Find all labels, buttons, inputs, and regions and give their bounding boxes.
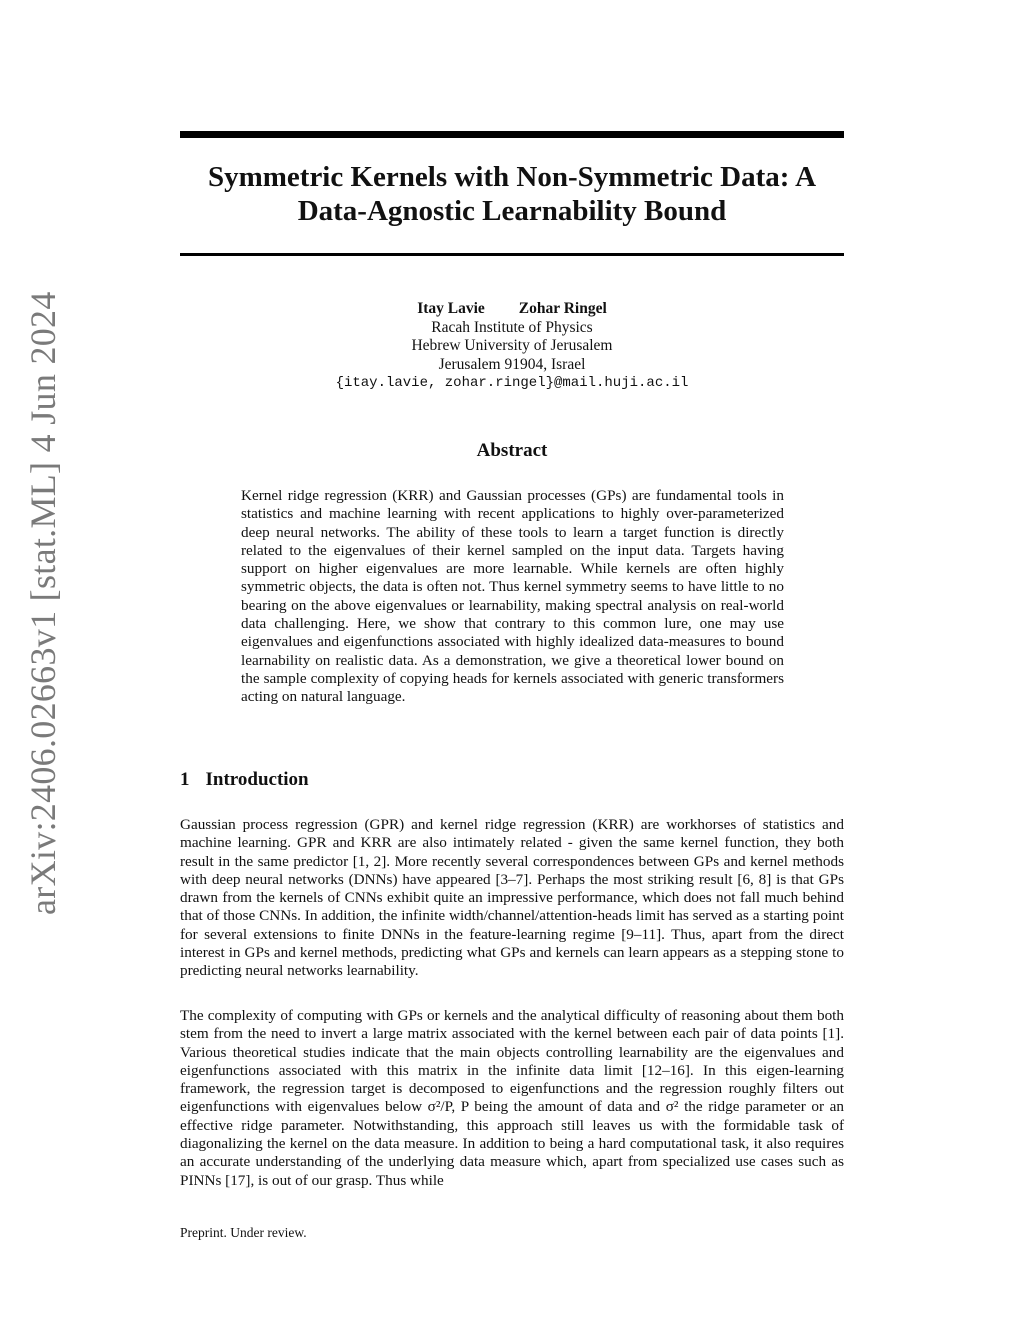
title-bottom-rule xyxy=(180,253,844,256)
preprint-footer: Preprint. Under review. xyxy=(180,1225,307,1240)
intro-paragraph-1: Gaussian process regression (GPR) and kernel ridge regression (KRR) are workhorses of statistics and machine learning. GPR and KRR are also intimately related - given the same kernel function, they both result in the same predictor [1, 2]. More recently several correspondences between GPs and kernel methods with deep neural networks (DNNs) have appeared [3–7]. Perhaps the most striking result [6, 8] is that GPs drawn from the kernels of CNNs exhibit quite an impressive performance, which does not fall much behind that of those CNNs. In addition, the infinite width/channel/attention-heads limit has served as a starting point for several extensions to finite DNNs in the feature-learning regime [9–11]. Thus, apart from the direct interest in GPs and kernel methods, predicting what GPs and kernels can learn appears as a stepping stone to predicting neural networks learnability. xyxy=(180,816,844,980)
author-email: {itay.lavie, zohar.ringel}@mail.huji.ac.il xyxy=(335,375,689,391)
paper-title-line-1: Symmetric Kernels with Non-Symmetric Data: A xyxy=(207,161,817,193)
author-university: Hebrew University of Jerusalem xyxy=(411,337,613,354)
paper-title xyxy=(180,160,844,228)
title-top-rule xyxy=(180,131,844,138)
paper-title-line-2: Data-Agnostic Learnability Bound xyxy=(297,195,727,227)
abstract-heading: Abstract xyxy=(476,440,548,461)
section-number: 1 xyxy=(180,769,190,790)
section-heading-introduction xyxy=(180,769,309,791)
intro-paragraph-2: The complexity of computing with GPs or kernels and the analytical difficulty of reasoning about them both stem from the need to invert a large matrix associated with the kernel between each pair of data points [1]. Various theoretical studies indicate that the main objects controlling learnability are the eigenvalues and eigenfunctions associated with this matrix in the infinite data limit [12–16]. In this eigen-learning framework, the regression target is decomposed to eigenfunctions and the regression roughly filters out eigenfunctions with eigenvalues below σ²/P, P being the amount of data and σ² the ridge parameter or an effective ridge parameter. Notwithstanding, this approach still leaves us with the formidable task of diagonalizing the kernel on the data measure. In addition to being a hard computational task, it also requires an accurate understanding of the underlying data measure which, apart from specialized use cases such as PINNs [17], is out of our grasp. Thus while xyxy=(180,1007,844,1189)
author-name-2: Zohar Ringel xyxy=(518,300,607,317)
arxiv-side-stamp: arXiv:2406.02663v1 [stat.ML] 4 Jun 2024 xyxy=(23,291,63,915)
author-address: Jerusalem 91904, Israel xyxy=(438,355,586,373)
abstract-text: Kernel ridge regression (KRR) and Gaussian processes (GPs) are fundamental tools in statistics and machine learning with recent applications to highly over-parameterized deep neural networks. The ability of these tools to learn a target function is directly related to the eigenvalues of their kernel sampled on the input data. Targets having support on higher eigenvalues are more learnable. While kernels are often highly symmetric objects, the data is often not. Thus kernel symmetry seems to have little to no bearing on the above eigenvalues or learnability, making spectral analysis on real-world data challenging. Here, we show that contrary to this common lure, one may use eigenvalues and eigenfunctions associated with highly idealized data-measures to bound learnability on realistic data. As a demonstration, we give a theoretical lower bound on the sample complexity of copying heads for kernels associated with generic transformers acting on natural language. xyxy=(241,487,784,706)
authors-block xyxy=(180,300,844,393)
section-title: Introduction xyxy=(205,769,309,790)
author-names xyxy=(180,300,844,319)
author-name-1: Itay Lavie xyxy=(417,300,485,317)
author-institute: Racah Institute of Physics xyxy=(431,318,593,336)
